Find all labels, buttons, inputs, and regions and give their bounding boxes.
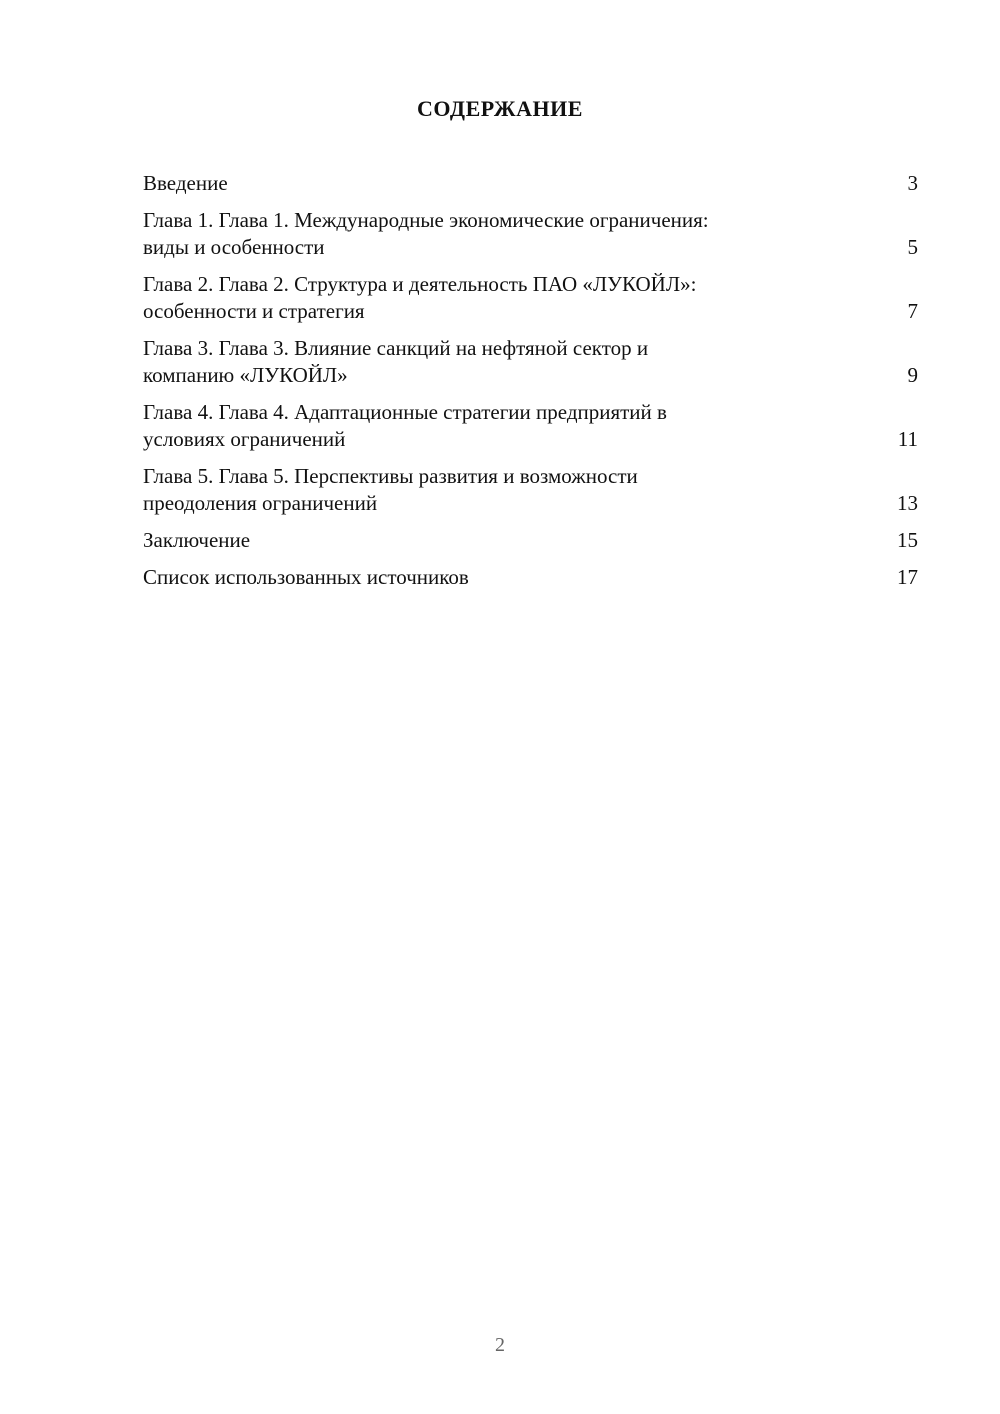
toc-entry-text: Введение (143, 171, 228, 195)
toc-entry-text: Глава 3. Глава 3. Влияние санкций на нефтяной сектор и компанию «ЛУКОЙЛ» (143, 336, 649, 387)
toc-entry-text: Заключение (143, 528, 251, 552)
toc-entry-references[interactable] (143, 564, 918, 591)
toc-entry-conclusion[interactable] (143, 527, 918, 554)
toc-entry-page: 17 (897, 565, 918, 589)
toc-entry-chapter-4[interactable] (143, 399, 918, 453)
table-of-contents (143, 170, 918, 601)
toc-entry-text: Глава 4. Глава 4. Адаптационные стратегии предприятий в условиях ограничений (143, 400, 667, 451)
toc-entry-text: Глава 5. Глава 5. Перспективы развития и возможности преодоления ограничений (143, 464, 638, 515)
page-number: 2 (495, 1334, 505, 1356)
toc-entry-page: 5 (907, 235, 918, 259)
toc-entry-page: 9 (907, 363, 918, 387)
toc-entry-page: 3 (907, 171, 918, 195)
toc-entry-chapter-5[interactable] (143, 463, 918, 517)
toc-entry-text: Список использованных источников (143, 565, 469, 589)
toc-entry-page: 7 (907, 299, 918, 323)
toc-entry-chapter-1[interactable] (143, 207, 918, 261)
page-title: СОДЕРЖАНИЕ (417, 96, 583, 121)
toc-entry-introduction[interactable] (143, 170, 918, 197)
toc-entry-page: 11 (897, 427, 918, 451)
toc-entry-text: Глава 1. Глава 1. Международные экономические ограничения: виды и особенности (143, 208, 709, 259)
toc-entry-chapter-2[interactable] (143, 271, 918, 325)
toc-entry-chapter-3[interactable] (143, 335, 918, 389)
toc-entry-page: 15 (897, 528, 918, 552)
toc-entry-text: Глава 2. Глава 2. Структура и деятельность ПАО «ЛУКОЙЛ»: особенности и стратегия (143, 272, 697, 323)
toc-entry-page: 13 (897, 491, 918, 515)
